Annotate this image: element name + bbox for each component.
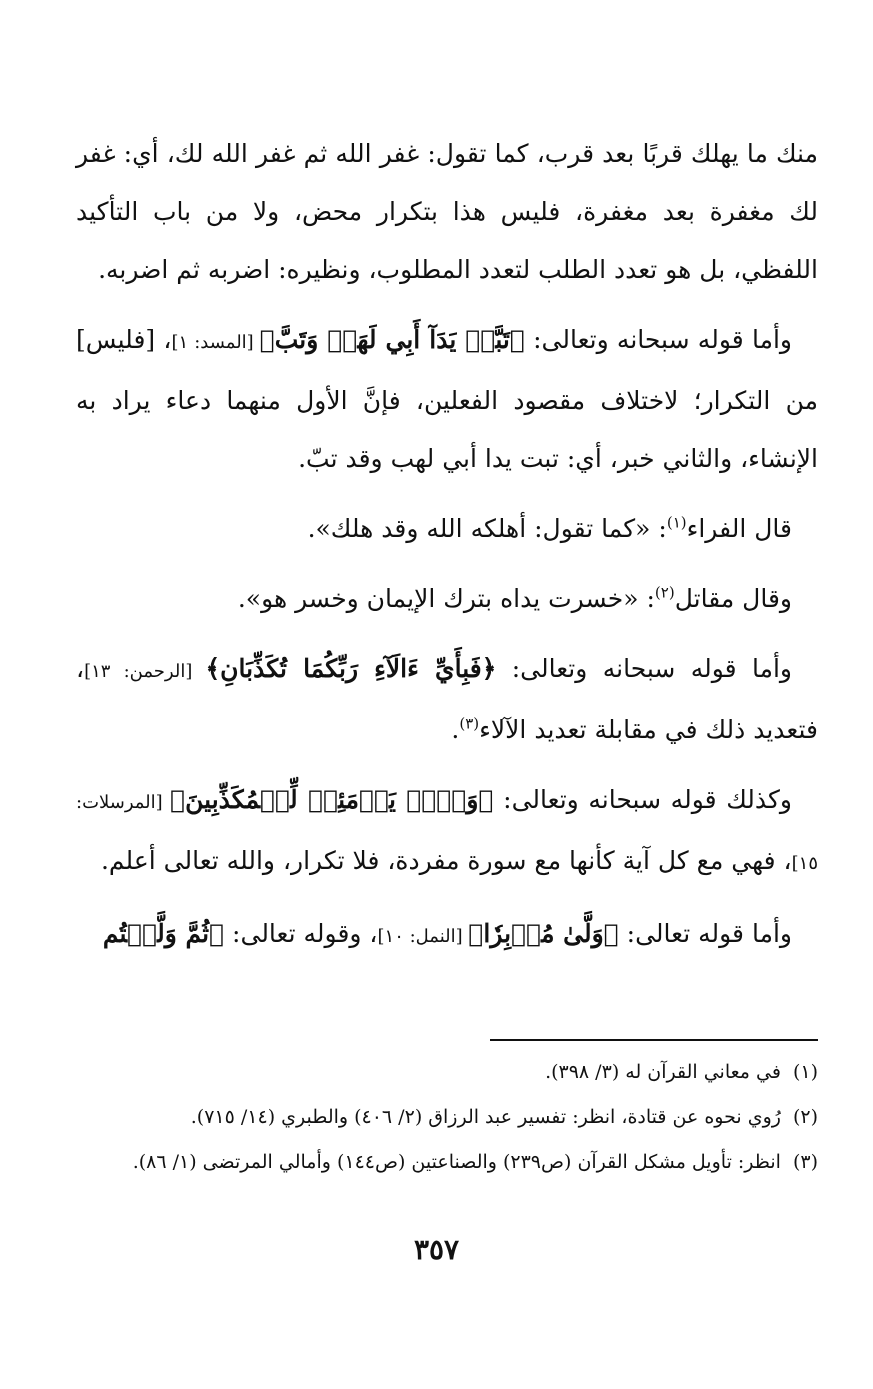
paragraph-7-middle: ، وقوله تعالى: bbox=[224, 919, 378, 948]
quran-verse-ar-rahman: ﴿فَبِأَيِّ ءَالَآءِ رَبِّكُمَا تُكَذِّبَانِ﴾ bbox=[205, 654, 497, 683]
paragraph-2-body: ، [فليس] من التكرار؛ لاختلاف مقصود الفعلين، فإنَّ الأول منهما دعاء يراد به الإنشاء، والثاني خبر، أي: تبت يدا أبي لهب وقد تبّ. bbox=[76, 325, 818, 473]
quran-verse-al-mursalat: ﴿وَيۡلٞ يَوۡمَئِذٖ لِّلۡمُكَذِّبِينَ﴾ bbox=[170, 785, 494, 814]
paragraph-2-lead: وأما قوله سبحانه وتعالى: bbox=[524, 325, 792, 354]
paragraph-6-lead: وكذلك قوله سبحانه وتعالى: bbox=[493, 785, 793, 814]
footnote-text: في معاني القرآن له (٣/ ٣٩٨). bbox=[545, 1061, 781, 1083]
quran-verse-an-naml: ﴿وَلَّىٰ مُدۡبِرٗا﴾ bbox=[468, 919, 619, 948]
footnote-number: (١) bbox=[792, 1061, 818, 1083]
paragraph-6-body: ، فهي مع كل آية كأنها مع سورة مفردة، فلا تكرار، والله تعالى أعلم. bbox=[100, 846, 792, 875]
footnote-ref-1[interactable]: (١) bbox=[666, 513, 687, 532]
paragraph-3-body: : «كما تقول: أهلكه الله وقد هلك». bbox=[307, 514, 667, 543]
paragraph-5-lead: وأما قوله سبحانه وتعالى: bbox=[496, 654, 792, 683]
paragraph-6 bbox=[76, 771, 818, 893]
quran-verse-continued: ﴿ثُمَّ وَلَّيۡتُم bbox=[102, 919, 225, 948]
paragraph-1 bbox=[76, 125, 818, 299]
paragraph-5-body: ، فتعديد ذلك في مقابلة تعديد الآلاء bbox=[76, 654, 818, 744]
paragraph-2 bbox=[76, 311, 818, 488]
verse-citation-ar-rahman: [الرحمن: ١٣] bbox=[84, 661, 206, 682]
footnote-number: (٣) bbox=[792, 1151, 818, 1173]
footnotes-section bbox=[76, 1050, 818, 1185]
footnote-ref-2[interactable]: (٢) bbox=[654, 583, 675, 602]
paragraph-1-text: منك ما يهلك قربًا بعد قرب، كما تقول: غفر الله ثم غفر الله لك، أي: غفر لك مغفرة بعد مغفرة، فليس هذا بتكرار محض، ولا من باب التأكيد اللفظي، بل هو تعدد الطلب لتعدد المطلوب، ونظيره: اضربه ثم اضربه. bbox=[76, 139, 818, 284]
footnote-1 bbox=[76, 1050, 818, 1095]
verse-citation-an-naml: [النمل: ١٠] bbox=[377, 926, 469, 947]
footnote-text: انظر: تأويل مشكل القرآن (ص٢٣٩) والصناعتين (ص١٤٤) وأمالي المرتضى (١/ ٨٦). bbox=[132, 1151, 781, 1173]
page-number: ٣٥٧ bbox=[413, 1233, 460, 1266]
verse-citation-al-masad: [المسد: ١] bbox=[171, 332, 260, 353]
paragraph-5-end: . bbox=[451, 715, 460, 744]
footnote-number: (٢) bbox=[792, 1106, 818, 1128]
main-text-body bbox=[76, 125, 818, 978]
footnote-text: رُوي نحوه عن قتادة، انظر: تفسير عبد الرزاق (٢/ ٤٠٦) والطبري (١٤/ ٧١٥). bbox=[190, 1106, 781, 1128]
paragraph-7-lead: وأما قوله تعالى: bbox=[618, 919, 792, 948]
paragraph-3-lead: قال الفراء bbox=[686, 514, 792, 543]
paragraph-4-body: : «خسرت يداه بترك الإيمان وخسر هو». bbox=[237, 584, 655, 613]
paragraph-7 bbox=[76, 905, 818, 966]
paragraph-4-lead: وقال مقاتل bbox=[674, 584, 792, 613]
paragraph-4 bbox=[76, 570, 818, 628]
paragraph-3 bbox=[76, 500, 818, 558]
footnote-3 bbox=[76, 1140, 818, 1185]
paragraph-5 bbox=[76, 640, 818, 759]
footnote-2 bbox=[76, 1095, 818, 1140]
verse-citation-al-mursalat: [المرسلات: ١٥] bbox=[76, 792, 818, 874]
footnote-divider bbox=[490, 1039, 818, 1041]
footnote-ref-3[interactable]: (٣) bbox=[459, 714, 480, 733]
quran-verse-al-masad: ﴿تَبَّتۡ يَدَآ أَبِي لَهَبٖ وَتَبَّ﴾ bbox=[259, 325, 525, 354]
